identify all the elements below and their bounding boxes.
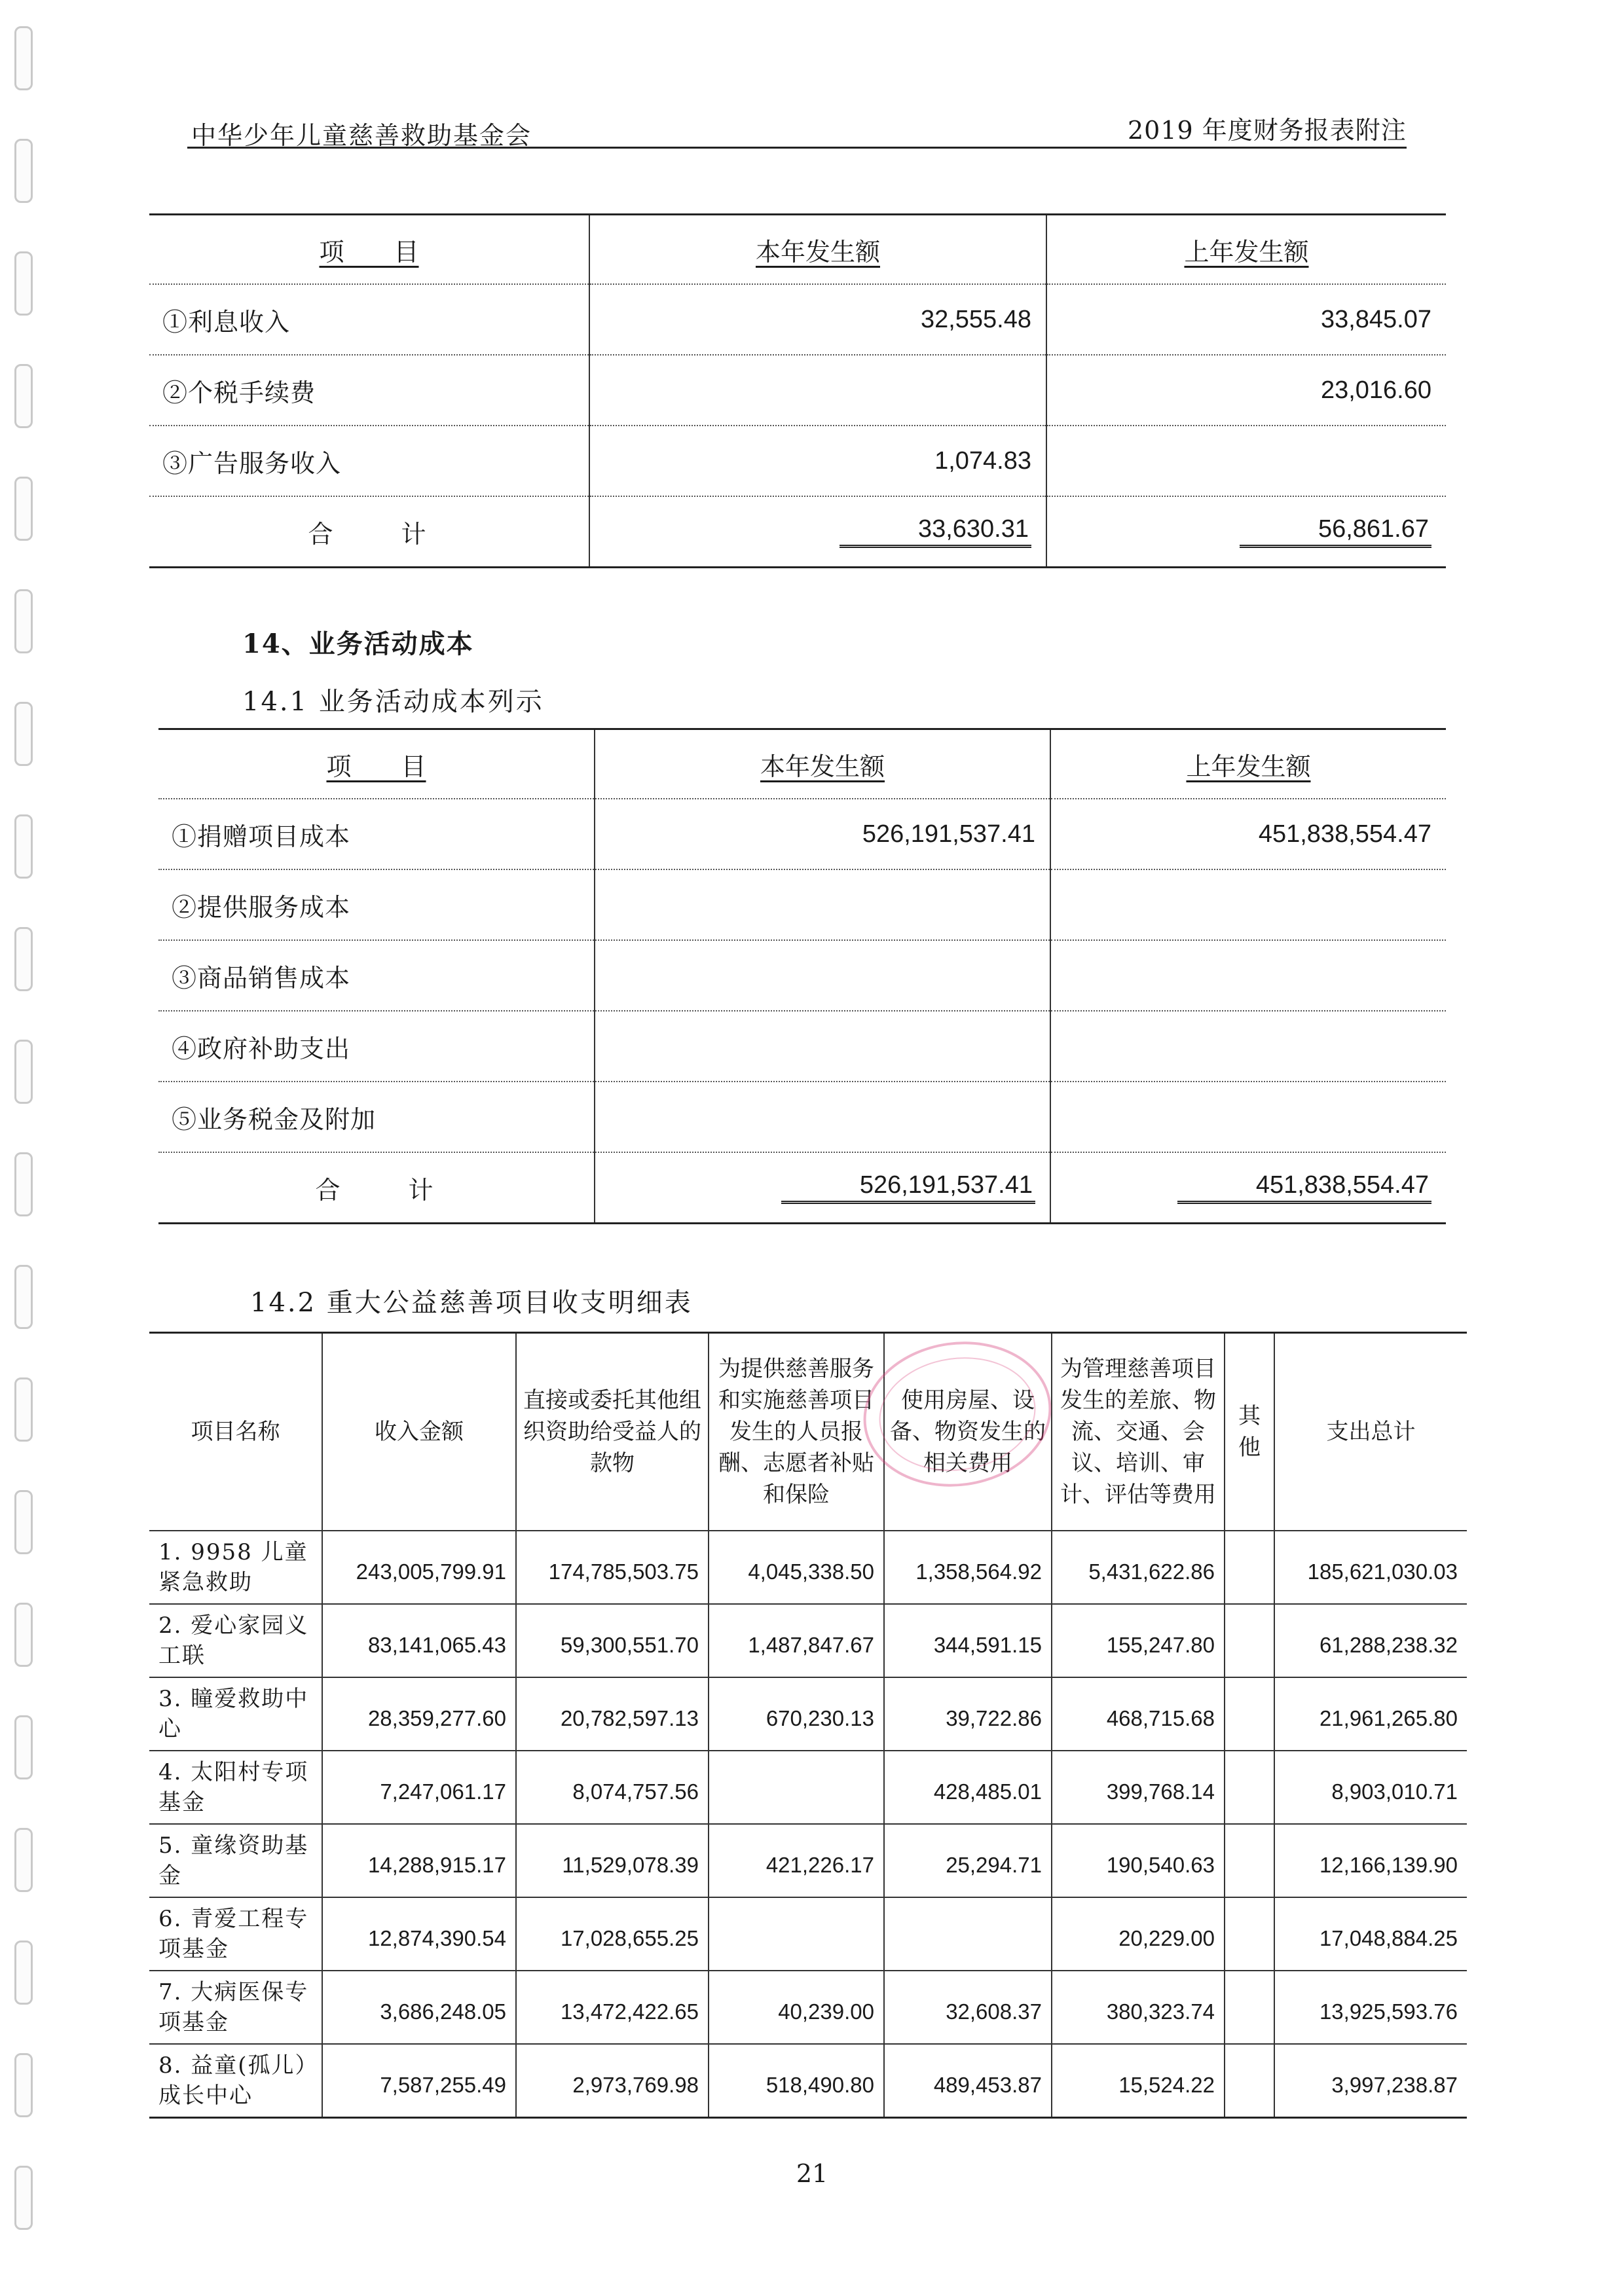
admin-cost: 155,247.80: [1052, 1604, 1225, 1677]
table-row: [149, 284, 1446, 355]
row-current: [595, 940, 1050, 1011]
binder-hole: [14, 814, 33, 879]
binder-hole: [14, 139, 33, 203]
row-previous: 451,838,554.47: [1050, 799, 1446, 869]
staff-cost: 670,230.13: [709, 1677, 884, 1751]
facility-cost: 32,608.37: [884, 1971, 1052, 2044]
row-item: ②个税手续费: [149, 355, 589, 426]
header-rule: [187, 147, 1407, 149]
row-previous: 23,016.60: [1046, 355, 1446, 426]
row-current: 526,191,537.41: [595, 799, 1050, 869]
staff-cost: 421,226.17: [709, 1824, 884, 1897]
table-row: [149, 1751, 1467, 1824]
column-header: 直接或委托其他组织资助给受益人的款物: [516, 1333, 709, 1531]
column-header-current: 本年发生额: [589, 215, 1046, 285]
income: 28,359,277.60: [322, 1677, 516, 1751]
income: 12,874,390.54: [322, 1897, 516, 1971]
staff-cost: 40,239.00: [709, 1971, 884, 2044]
staff-cost: [709, 1897, 884, 1971]
row-previous: 33,845.07: [1046, 284, 1446, 355]
total-expense: 12,166,139.90: [1274, 1824, 1467, 1897]
projects-table: [149, 1332, 1467, 2119]
grants: 11,529,078.39: [516, 1824, 709, 1897]
other-cost: [1225, 1751, 1274, 1824]
total-current: 33,630.31: [589, 496, 1046, 568]
row-current: [595, 869, 1050, 940]
column-header-previous: 上年发生额: [1046, 215, 1446, 285]
table-row: [158, 1011, 1446, 1082]
grants: 20,782,597.13: [516, 1677, 709, 1751]
row-item: ④政府补助支出: [158, 1011, 595, 1082]
table-row: [158, 940, 1446, 1011]
other-cost: [1225, 1531, 1274, 1604]
admin-cost: 5,431,622.86: [1052, 1531, 1225, 1604]
binder-holes: [14, 0, 41, 2296]
binder-hole: [14, 364, 33, 428]
column-header: 收入金额: [322, 1333, 516, 1531]
income-table: [149, 213, 1446, 568]
row-previous: [1050, 1011, 1446, 1082]
column-header: 项目名称: [149, 1333, 322, 1531]
total-expense: 17,048,884.25: [1274, 1897, 1467, 1971]
grants: 8,074,757.56: [516, 1751, 709, 1824]
binder-hole: [14, 2166, 33, 2230]
admin-cost: 15,524.22: [1052, 2044, 1225, 2118]
income: 243,005,799.91: [322, 1531, 516, 1604]
table-row: [149, 1824, 1467, 1897]
row-current: 32,555.48: [589, 284, 1046, 355]
binder-hole: [14, 1265, 33, 1329]
income: 83,141,065.43: [322, 1604, 516, 1677]
row-current: 1,074.83: [589, 426, 1046, 496]
project-name: 5. 童缘资助基金: [149, 1824, 322, 1897]
subsection-title: 14.1 业务活动成本列示: [242, 687, 544, 717]
cost-table: [158, 728, 1446, 1224]
project-name: 3. 瞳爱救助中心: [149, 1677, 322, 1751]
column-header-current: 本年发生额: [595, 729, 1050, 799]
other-cost: [1225, 1604, 1274, 1677]
section-title: 14、业务活动成本: [242, 629, 474, 659]
project-name: 6. 青爱工程专项基金: [149, 1897, 322, 1971]
binder-hole: [14, 1828, 33, 1892]
table-header-row: [149, 215, 1446, 285]
other-cost: [1225, 1971, 1274, 2044]
table-row: [149, 1677, 1467, 1751]
project-name: 2. 爱心家园义工联: [149, 1604, 322, 1677]
table-row: [149, 2044, 1467, 2118]
row-previous: [1050, 869, 1446, 940]
facility-cost: 428,485.01: [884, 1751, 1052, 1824]
column-header: 支出总计: [1274, 1333, 1467, 1531]
binder-hole: [14, 702, 33, 766]
facility-cost: 344,591.15: [884, 1604, 1052, 1677]
column-header: 其他: [1225, 1333, 1274, 1531]
row-item: ③广告服务收入: [149, 426, 589, 496]
table-row: [149, 355, 1446, 426]
other-cost: [1225, 1897, 1274, 1971]
row-item: ③商品销售成本: [158, 940, 595, 1011]
staff-cost: 4,045,338.50: [709, 1531, 884, 1604]
table-row: [149, 1604, 1467, 1677]
facility-cost: 1,358,564.92: [884, 1531, 1052, 1604]
table-header-row: [149, 1333, 1467, 1531]
grants: 13,472,422.65: [516, 1971, 709, 2044]
binder-hole: [14, 1941, 33, 2005]
income: 14,288,915.17: [322, 1824, 516, 1897]
table-row: [158, 869, 1446, 940]
column-header: 使用房屋、设备、物资发生的相关费用: [884, 1333, 1052, 1531]
total-expense: 185,621,030.03: [1274, 1531, 1467, 1604]
table-row: [149, 1897, 1467, 1971]
binder-hole: [14, 1715, 33, 1779]
row-item: ②提供服务成本: [158, 869, 595, 940]
subsection-title: 14.2 重大公益慈善项目收支明细表: [250, 1288, 693, 1318]
total-current: 526,191,537.41: [595, 1152, 1050, 1224]
row-previous: [1050, 940, 1446, 1011]
binder-hole: [14, 1377, 33, 1442]
row-previous: [1046, 426, 1446, 496]
binder-hole: [14, 1603, 33, 1667]
table-row: [149, 1531, 1467, 1604]
header-org-name: 中华少年儿童慈善救助基金会: [191, 121, 532, 150]
header-report-title: 2019 年度财务报表附注: [1128, 116, 1407, 145]
table-row: [158, 1082, 1446, 1152]
column-header-item: 项 目: [149, 215, 589, 285]
total-expense: 3,997,238.87: [1274, 2044, 1467, 2118]
other-cost: [1225, 1824, 1274, 1897]
grants: 2,973,769.98: [516, 2044, 709, 2118]
admin-cost: 380,323.74: [1052, 1971, 1225, 2044]
row-current: [589, 355, 1046, 426]
binder-hole: [14, 477, 33, 541]
grants: 174,785,503.75: [516, 1531, 709, 1604]
admin-cost: 20,229.00: [1052, 1897, 1225, 1971]
income: 7,247,061.17: [322, 1751, 516, 1824]
binder-hole: [14, 2053, 33, 2117]
total-expense: 8,903,010.71: [1274, 1751, 1467, 1824]
column-header-item: 项 目: [158, 729, 595, 799]
total-row: [158, 1152, 1446, 1224]
facility-cost: [884, 1897, 1052, 1971]
grants: 17,028,655.25: [516, 1897, 709, 1971]
table-row: [149, 426, 1446, 496]
facility-cost: 39,722.86: [884, 1677, 1052, 1751]
binder-hole: [14, 1040, 33, 1104]
total-previous: 451,838,554.47: [1050, 1152, 1446, 1224]
table-row: [149, 1971, 1467, 2044]
row-item: ①利息收入: [149, 284, 589, 355]
project-name: 7. 大病医保专项基金: [149, 1971, 322, 2044]
total-expense: 61,288,238.32: [1274, 1604, 1467, 1677]
admin-cost: 399,768.14: [1052, 1751, 1225, 1824]
total-expense: 21,961,265.80: [1274, 1677, 1467, 1751]
column-header-previous: 上年发生额: [1050, 729, 1446, 799]
binder-hole: [14, 26, 33, 90]
facility-cost: 25,294.71: [884, 1824, 1052, 1897]
staff-cost: 1,487,847.67: [709, 1604, 884, 1677]
admin-cost: 190,540.63: [1052, 1824, 1225, 1897]
admin-cost: 468,715.68: [1052, 1677, 1225, 1751]
facility-cost: 489,453.87: [884, 2044, 1052, 2118]
total-previous: 56,861.67: [1046, 496, 1446, 568]
column-header: 为提供慈善服务和实施慈善项目发生的人员报酬、志愿者补贴和保险: [709, 1333, 884, 1531]
binder-hole: [14, 1152, 33, 1216]
income: 7,587,255.49: [322, 2044, 516, 2118]
staff-cost: 518,490.80: [709, 2044, 884, 2118]
project-name: 1. 9958 儿童紧急救助: [149, 1531, 322, 1604]
row-previous: [1050, 1082, 1446, 1152]
table-header-row: [158, 729, 1446, 799]
table-row: [158, 799, 1446, 869]
binder-hole: [14, 589, 33, 653]
grants: 59,300,551.70: [516, 1604, 709, 1677]
project-name: 4. 太阳村专项基金: [149, 1751, 322, 1824]
row-current: [595, 1082, 1050, 1152]
binder-hole: [14, 927, 33, 991]
total-expense: 13,925,593.76: [1274, 1971, 1467, 2044]
binder-hole: [14, 251, 33, 316]
row-item: ①捐赠项目成本: [158, 799, 595, 869]
row-item: ⑤业务税金及附加: [158, 1082, 595, 1152]
total-row: [149, 496, 1446, 568]
staff-cost: [709, 1751, 884, 1824]
total-label: 合 计: [158, 1152, 595, 1224]
other-cost: [1225, 2044, 1274, 2118]
income: 3,686,248.05: [322, 1971, 516, 2044]
column-header: 为管理慈善项目发生的差旅、物流、交通、会议、培训、审计、评估等费用: [1052, 1333, 1225, 1531]
binder-hole: [14, 1490, 33, 1554]
page-number: 21: [796, 2159, 828, 2188]
other-cost: [1225, 1677, 1274, 1751]
row-current: [595, 1011, 1050, 1082]
total-label: 合 计: [149, 496, 589, 568]
project-name: 8. 益童(孤儿）成长中心: [149, 2044, 322, 2118]
